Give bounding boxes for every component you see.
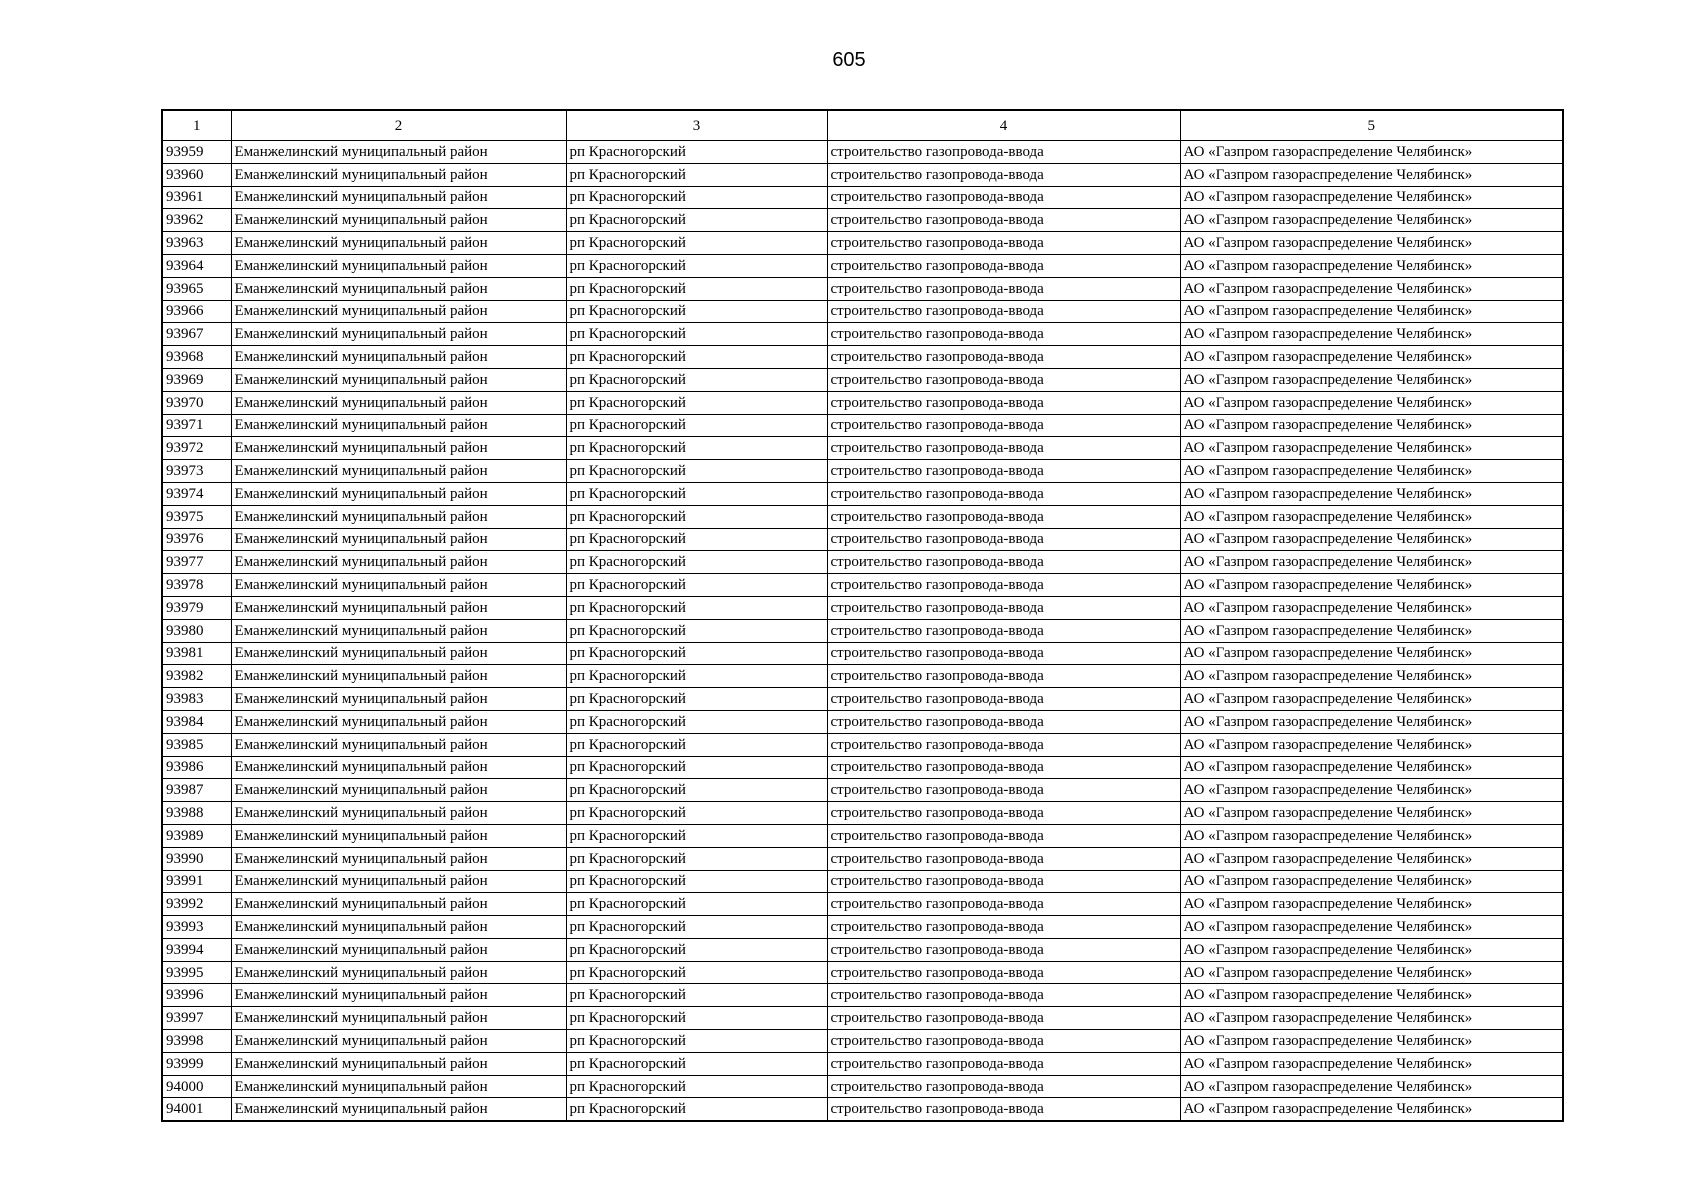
settlement-cell: рп Красногорский	[566, 642, 827, 665]
district-cell: Еманжелинский муниципальный район	[231, 482, 566, 505]
settlement-cell: рп Красногорский	[566, 688, 827, 711]
organization-cell: АО «Газпром газораспределение Челябинск»	[1180, 186, 1563, 209]
row-number-cell: 93966	[162, 300, 231, 323]
table-row	[162, 596, 1563, 619]
work-type-cell: строительство газопровода-ввода	[827, 528, 1180, 551]
work-type-cell: строительство газопровода-ввода	[827, 824, 1180, 847]
work-type-cell: строительство газопровода-ввода	[827, 1075, 1180, 1098]
work-type-cell: строительство газопровода-ввода	[827, 779, 1180, 802]
row-number-cell: 93991	[162, 870, 231, 893]
work-type-cell: строительство газопровода-ввода	[827, 505, 1180, 528]
table-row	[162, 163, 1563, 186]
table-row	[162, 802, 1563, 825]
row-number-cell: 93968	[162, 346, 231, 369]
settlement-cell: рп Красногорский	[566, 893, 827, 916]
settlement-cell: рп Красногорский	[566, 551, 827, 574]
work-type-cell: строительство газопровода-ввода	[827, 1098, 1180, 1121]
table-row	[162, 688, 1563, 711]
organization-cell: АО «Газпром газораспределение Челябинск»	[1180, 893, 1563, 916]
district-cell: Еманжелинский муниципальный район	[231, 1030, 566, 1053]
table-row	[162, 984, 1563, 1007]
work-type-cell: строительство газопровода-ввода	[827, 460, 1180, 483]
work-type-cell: строительство газопровода-ввода	[827, 893, 1180, 916]
settlement-cell: рп Красногорский	[566, 277, 827, 300]
district-cell: Еманжелинский муниципальный район	[231, 688, 566, 711]
work-type-cell: строительство газопровода-ввода	[827, 916, 1180, 939]
district-cell: Еманжелинский муниципальный район	[231, 802, 566, 825]
district-cell: Еманжелинский муниципальный район	[231, 414, 566, 437]
row-number-cell: 93980	[162, 619, 231, 642]
table-row	[162, 232, 1563, 255]
organization-cell: АО «Газпром газораспределение Челябинск»	[1180, 232, 1563, 255]
row-number-cell: 93999	[162, 1052, 231, 1075]
district-cell: Еманжелинский муниципальный район	[231, 1007, 566, 1030]
table-row	[162, 1007, 1563, 1030]
district-cell: Еманжелинский муниципальный район	[231, 346, 566, 369]
organization-cell: АО «Газпром газораспределение Челябинск»	[1180, 141, 1563, 164]
district-cell: Еманжелинский муниципальный район	[231, 209, 566, 232]
settlement-cell: рп Красногорский	[566, 300, 827, 323]
table-row	[162, 916, 1563, 939]
row-number-cell: 93979	[162, 596, 231, 619]
table-row	[162, 779, 1563, 802]
page-number: 605	[832, 49, 866, 71]
row-number-cell: 94001	[162, 1098, 231, 1121]
work-type-cell: строительство газопровода-ввода	[827, 437, 1180, 460]
organization-cell: АО «Газпром газораспределение Челябинск»	[1180, 505, 1563, 528]
organization-cell: АО «Газпром газораспределение Челябинск»	[1180, 1098, 1563, 1121]
work-type-cell: строительство газопровода-ввода	[827, 710, 1180, 733]
row-number-cell: 93976	[162, 528, 231, 551]
row-number-cell: 94000	[162, 1075, 231, 1098]
work-type-cell: строительство газопровода-ввода	[827, 596, 1180, 619]
settlement-cell: рп Красногорский	[566, 779, 827, 802]
organization-cell: АО «Газпром газораспределение Челябинск»	[1180, 984, 1563, 1007]
district-cell: Еманжелинский муниципальный район	[231, 824, 566, 847]
row-number-cell: 93967	[162, 323, 231, 346]
table-row	[162, 186, 1563, 209]
settlement-cell: рп Красногорский	[566, 391, 827, 414]
work-type-cell: строительство газопровода-ввода	[827, 961, 1180, 984]
work-type-cell: строительство газопровода-ввода	[827, 141, 1180, 164]
table-row	[162, 870, 1563, 893]
settlement-cell: рп Красногорский	[566, 163, 827, 186]
table-row	[162, 710, 1563, 733]
organization-cell: АО «Газпром газораспределение Челябинск»	[1180, 368, 1563, 391]
district-cell: Еманжелинский муниципальный район	[231, 916, 566, 939]
table-row	[162, 1052, 1563, 1075]
row-number-cell: 93962	[162, 209, 231, 232]
settlement-cell: рп Красногорский	[566, 596, 827, 619]
work-type-cell: строительство газопровода-ввода	[827, 323, 1180, 346]
district-cell: Еманжелинский муниципальный район	[231, 893, 566, 916]
settlement-cell: рп Красногорский	[566, 847, 827, 870]
organization-cell: АО «Газпром газораспределение Челябинск»	[1180, 300, 1563, 323]
row-number-cell: 93970	[162, 391, 231, 414]
work-type-cell: строительство газопровода-ввода	[827, 391, 1180, 414]
organization-cell: АО «Газпром газораспределение Челябинск»	[1180, 802, 1563, 825]
table-row	[162, 1075, 1563, 1098]
work-type-cell: строительство газопровода-ввода	[827, 984, 1180, 1007]
table-header	[162, 110, 1563, 141]
settlement-cell: рп Красногорский	[566, 756, 827, 779]
district-cell: Еманжелинский муниципальный район	[231, 1052, 566, 1075]
row-number-cell: 93974	[162, 482, 231, 505]
organization-cell: АО «Газпром газораспределение Челябинск»	[1180, 574, 1563, 597]
work-type-cell: строительство газопровода-ввода	[827, 1030, 1180, 1053]
table-row	[162, 961, 1563, 984]
district-cell: Еманжелинский муниципальный район	[231, 460, 566, 483]
work-type-cell: строительство газопровода-ввода	[827, 346, 1180, 369]
work-type-cell: строительство газопровода-ввода	[827, 938, 1180, 961]
organization-cell: АО «Газпром газораспределение Челябинск»	[1180, 1030, 1563, 1053]
table-row	[162, 482, 1563, 505]
organization-cell: АО «Газпром газораспределение Челябинск»	[1180, 551, 1563, 574]
work-type-cell: строительство газопровода-ввода	[827, 574, 1180, 597]
organization-cell: АО «Газпром газораспределение Челябинск»	[1180, 619, 1563, 642]
organization-cell: АО «Газпром газораспределение Челябинск»	[1180, 665, 1563, 688]
settlement-cell: рп Красногорский	[566, 710, 827, 733]
row-number-cell: 93965	[162, 277, 231, 300]
register-table	[161, 109, 1564, 1122]
organization-cell: АО «Газпром газораспределение Челябинск»	[1180, 596, 1563, 619]
organization-cell: АО «Газпром газораспределение Челябинск»	[1180, 756, 1563, 779]
settlement-cell: рп Красногорский	[566, 619, 827, 642]
row-number-cell: 93986	[162, 756, 231, 779]
row-number-cell: 93997	[162, 1007, 231, 1030]
row-number-cell: 93983	[162, 688, 231, 711]
district-cell: Еманжелинский муниципальный район	[231, 277, 566, 300]
work-type-cell: строительство газопровода-ввода	[827, 551, 1180, 574]
settlement-cell: рп Красногорский	[566, 574, 827, 597]
work-type-cell: строительство газопровода-ввода	[827, 368, 1180, 391]
work-type-cell: строительство газопровода-ввода	[827, 619, 1180, 642]
table-row	[162, 346, 1563, 369]
settlement-cell: рп Красногорский	[566, 232, 827, 255]
work-type-cell: строительство газопровода-ввода	[827, 254, 1180, 277]
organization-cell: АО «Газпром газораспределение Челябинск»	[1180, 414, 1563, 437]
table-row	[162, 323, 1563, 346]
organization-cell: АО «Газпром газораспределение Челябинск»	[1180, 391, 1563, 414]
row-number-cell: 93995	[162, 961, 231, 984]
organization-cell: АО «Газпром газораспределение Челябинск»	[1180, 1007, 1563, 1030]
district-cell: Еманжелинский муниципальный район	[231, 232, 566, 255]
table-row	[162, 254, 1563, 277]
work-type-cell: строительство газопровода-ввода	[827, 802, 1180, 825]
table-row	[162, 733, 1563, 756]
district-cell: Еманжелинский муниципальный район	[231, 505, 566, 528]
table-row	[162, 1030, 1563, 1053]
settlement-cell: рп Красногорский	[566, 414, 827, 437]
table-row	[162, 938, 1563, 961]
settlement-cell: рп Красногорский	[566, 961, 827, 984]
settlement-cell: рп Красногорский	[566, 186, 827, 209]
district-cell: Еманжелинский муниципальный район	[231, 574, 566, 597]
district-cell: Еманжелинский муниципальный район	[231, 710, 566, 733]
organization-cell: АО «Газпром газораспределение Челябинск»	[1180, 938, 1563, 961]
work-type-cell: строительство газопровода-ввода	[827, 232, 1180, 255]
work-type-cell: строительство газопровода-ввода	[827, 186, 1180, 209]
work-type-cell: строительство газопровода-ввода	[827, 277, 1180, 300]
organization-cell: АО «Газпром газораспределение Челябинск»	[1180, 688, 1563, 711]
organization-cell: АО «Газпром газораспределение Челябинск»	[1180, 528, 1563, 551]
table-row	[162, 368, 1563, 391]
work-type-cell: строительство газопровода-ввода	[827, 209, 1180, 232]
organization-cell: АО «Газпром газораспределение Челябинск»	[1180, 346, 1563, 369]
row-number-cell: 93998	[162, 1030, 231, 1053]
organization-cell: АО «Газпром газораспределение Челябинск»	[1180, 163, 1563, 186]
table-row	[162, 391, 1563, 414]
settlement-cell: рп Красногорский	[566, 665, 827, 688]
row-number-cell: 93992	[162, 893, 231, 916]
column-header-work: 4	[827, 110, 1180, 141]
district-cell: Еманжелинский муниципальный район	[231, 163, 566, 186]
table-row	[162, 893, 1563, 916]
district-cell: Еманжелинский муниципальный район	[231, 847, 566, 870]
table-row	[162, 437, 1563, 460]
district-cell: Еманжелинский муниципальный район	[231, 779, 566, 802]
settlement-cell: рп Красногорский	[566, 141, 827, 164]
row-number-cell: 93977	[162, 551, 231, 574]
organization-cell: АО «Газпром газораспределение Челябинск»	[1180, 779, 1563, 802]
settlement-cell: рп Красногорский	[566, 824, 827, 847]
table-row	[162, 277, 1563, 300]
settlement-cell: рп Красногорский	[566, 802, 827, 825]
organization-cell: АО «Газпром газораспределение Челябинск»	[1180, 961, 1563, 984]
district-cell: Еманжелинский муниципальный район	[231, 323, 566, 346]
row-number-cell: 93975	[162, 505, 231, 528]
work-type-cell: строительство газопровода-ввода	[827, 688, 1180, 711]
work-type-cell: строительство газопровода-ввода	[827, 1052, 1180, 1075]
district-cell: Еманжелинский муниципальный район	[231, 437, 566, 460]
settlement-cell: рп Красногорский	[566, 505, 827, 528]
row-number-cell: 93994	[162, 938, 231, 961]
work-type-cell: строительство газопровода-ввода	[827, 733, 1180, 756]
organization-cell: АО «Газпром газораспределение Челябинск»	[1180, 277, 1563, 300]
organization-cell: АО «Газпром газораспределение Челябинск»	[1180, 482, 1563, 505]
district-cell: Еманжелинский муниципальный район	[231, 665, 566, 688]
row-number-cell: 93982	[162, 665, 231, 688]
row-number-cell: 93971	[162, 414, 231, 437]
organization-cell: АО «Газпром газораспределение Челябинск»	[1180, 916, 1563, 939]
settlement-cell: рп Красногорский	[566, 209, 827, 232]
settlement-cell: рп Красногорский	[566, 1075, 827, 1098]
row-number-cell: 93961	[162, 186, 231, 209]
table-row	[162, 460, 1563, 483]
organization-cell: АО «Газпром газораспределение Челябинск»	[1180, 847, 1563, 870]
settlement-cell: рп Красногорский	[566, 1007, 827, 1030]
district-cell: Еманжелинский муниципальный район	[231, 300, 566, 323]
settlement-cell: рп Красногорский	[566, 984, 827, 1007]
work-type-cell: строительство газопровода-ввода	[827, 756, 1180, 779]
work-type-cell: строительство газопровода-ввода	[827, 1007, 1180, 1030]
settlement-cell: рп Красногорский	[566, 1030, 827, 1053]
row-number-cell: 93963	[162, 232, 231, 255]
work-type-cell: строительство газопровода-ввода	[827, 847, 1180, 870]
row-number-cell: 93985	[162, 733, 231, 756]
row-number-cell: 93973	[162, 460, 231, 483]
district-cell: Еманжелинский муниципальный район	[231, 551, 566, 574]
table-row	[162, 505, 1563, 528]
district-cell: Еманжелинский муниципальный район	[231, 391, 566, 414]
settlement-cell: рп Красногорский	[566, 323, 827, 346]
organization-cell: АО «Газпром газораспределение Челябинск»	[1180, 642, 1563, 665]
work-type-cell: строительство газопровода-ввода	[827, 482, 1180, 505]
table-row	[162, 619, 1563, 642]
row-number-cell: 93981	[162, 642, 231, 665]
table-row	[162, 528, 1563, 551]
row-number-cell: 93989	[162, 824, 231, 847]
row-number-cell: 93964	[162, 254, 231, 277]
district-cell: Еманжелинский муниципальный район	[231, 938, 566, 961]
district-cell: Еманжелинский муниципальный район	[231, 254, 566, 277]
row-number-cell: 93969	[162, 368, 231, 391]
work-type-cell: строительство газопровода-ввода	[827, 665, 1180, 688]
organization-cell: АО «Газпром газораспределение Челябинск»	[1180, 460, 1563, 483]
table-row	[162, 665, 1563, 688]
table-row	[162, 756, 1563, 779]
district-cell: Еманжелинский муниципальный район	[231, 870, 566, 893]
settlement-cell: рп Красногорский	[566, 1098, 827, 1121]
settlement-cell: рп Красногорский	[566, 437, 827, 460]
work-type-cell: строительство газопровода-ввода	[827, 414, 1180, 437]
column-header-settlement: 3	[566, 110, 827, 141]
district-cell: Еманжелинский муниципальный район	[231, 1098, 566, 1121]
row-number-cell: 93993	[162, 916, 231, 939]
row-number-cell: 93978	[162, 574, 231, 597]
organization-cell: АО «Газпром газораспределение Челябинск»	[1180, 1075, 1563, 1098]
organization-cell: АО «Газпром газораспределение Челябинск»	[1180, 323, 1563, 346]
district-cell: Еманжелинский муниципальный район	[231, 984, 566, 1007]
work-type-cell: строительство газопровода-ввода	[827, 870, 1180, 893]
district-cell: Еманжелинский муниципальный район	[231, 961, 566, 984]
table-row	[162, 824, 1563, 847]
settlement-cell: рп Красногорский	[566, 368, 827, 391]
district-cell: Еманжелинский муниципальный район	[231, 141, 566, 164]
district-cell: Еманжелинский муниципальный район	[231, 368, 566, 391]
row-number-cell: 93960	[162, 163, 231, 186]
settlement-cell: рп Красногорский	[566, 482, 827, 505]
district-cell: Еманжелинский муниципальный район	[231, 1075, 566, 1098]
work-type-cell: строительство газопровода-ввода	[827, 642, 1180, 665]
settlement-cell: рп Красногорский	[566, 346, 827, 369]
table-row	[162, 414, 1563, 437]
district-cell: Еманжелинский муниципальный район	[231, 596, 566, 619]
organization-cell: АО «Газпром газораспределение Челябинск»	[1180, 710, 1563, 733]
work-type-cell: строительство газопровода-ввода	[827, 300, 1180, 323]
organization-cell: АО «Газпром газораспределение Челябинск»	[1180, 824, 1563, 847]
settlement-cell: рп Красногорский	[566, 916, 827, 939]
district-cell: Еманжелинский муниципальный район	[231, 642, 566, 665]
header-row	[162, 110, 1563, 141]
row-number-cell: 93984	[162, 710, 231, 733]
settlement-cell: рп Красногорский	[566, 1052, 827, 1075]
table-row	[162, 209, 1563, 232]
row-number-cell: 93987	[162, 779, 231, 802]
organization-cell: АО «Газпром газораспределение Челябинск»	[1180, 254, 1563, 277]
table-row	[162, 574, 1563, 597]
column-header-number: 1	[162, 110, 231, 141]
district-cell: Еманжелинский муниципальный район	[231, 528, 566, 551]
organization-cell: АО «Газпром газораспределение Челябинск»	[1180, 209, 1563, 232]
table-row	[162, 847, 1563, 870]
organization-cell: АО «Газпром газораспределение Челябинск»	[1180, 1052, 1563, 1075]
settlement-cell: рп Красногорский	[566, 460, 827, 483]
table-row	[162, 551, 1563, 574]
table-row	[162, 1098, 1563, 1121]
row-number-cell: 93990	[162, 847, 231, 870]
row-number-cell: 93972	[162, 437, 231, 460]
work-type-cell: строительство газопровода-ввода	[827, 163, 1180, 186]
organization-cell: АО «Газпром газораспределение Челябинск»	[1180, 733, 1563, 756]
settlement-cell: рп Красногорский	[566, 870, 827, 893]
table-row	[162, 141, 1563, 164]
row-number-cell: 93959	[162, 141, 231, 164]
settlement-cell: рп Красногорский	[566, 938, 827, 961]
district-cell: Еманжелинский муниципальный район	[231, 619, 566, 642]
table-row	[162, 300, 1563, 323]
settlement-cell: рп Красногорский	[566, 733, 827, 756]
table-body	[162, 141, 1563, 1122]
row-number-cell: 93988	[162, 802, 231, 825]
settlement-cell: рп Красногорский	[566, 254, 827, 277]
organization-cell: АО «Газпром газораспределение Челябинск»	[1180, 870, 1563, 893]
column-header-organization: 5	[1180, 110, 1563, 141]
organization-cell: АО «Газпром газораспределение Челябинск»	[1180, 437, 1563, 460]
settlement-cell: рп Красногорский	[566, 528, 827, 551]
column-header-district: 2	[231, 110, 566, 141]
district-cell: Еманжелинский муниципальный район	[231, 733, 566, 756]
table-row	[162, 642, 1563, 665]
district-cell: Еманжелинский муниципальный район	[231, 186, 566, 209]
row-number-cell: 93996	[162, 984, 231, 1007]
district-cell: Еманжелинский муниципальный район	[231, 756, 566, 779]
